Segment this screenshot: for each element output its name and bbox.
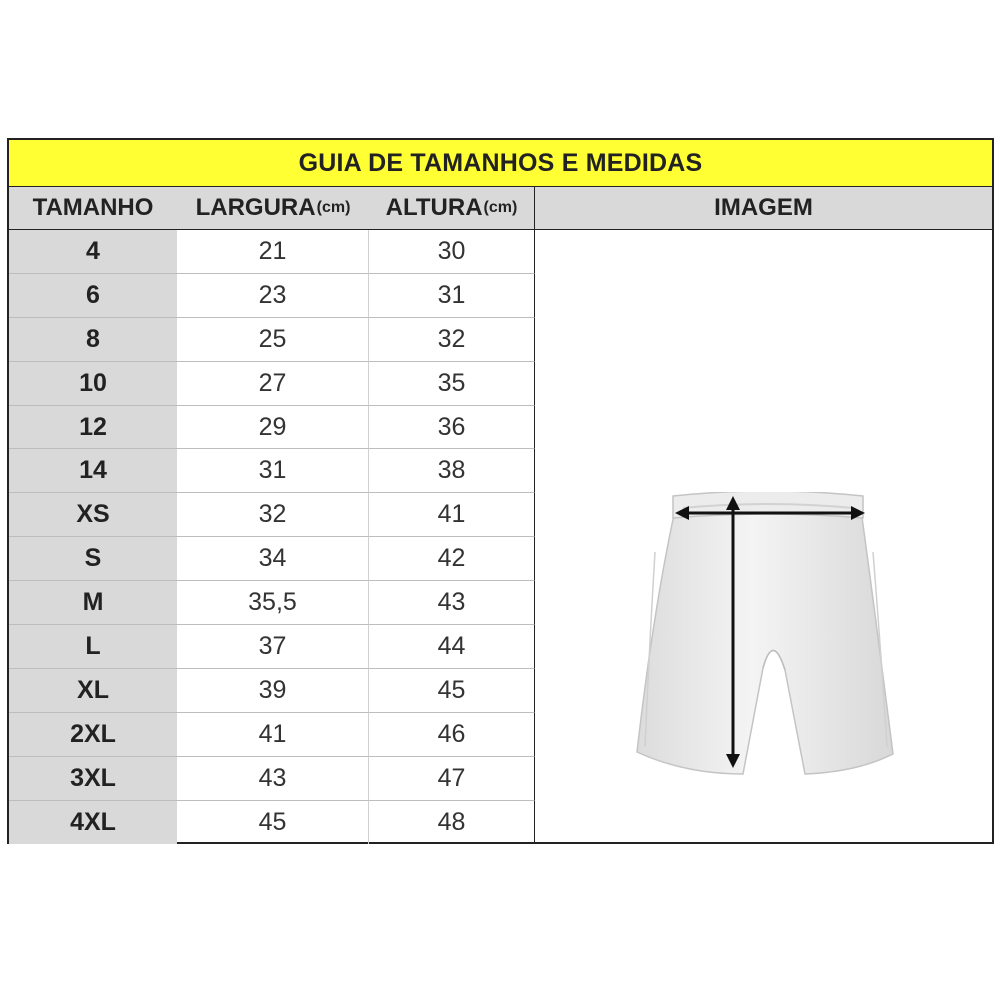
header-height-label: ALTURA [385,194,483,221]
height-cell: 43 [369,581,535,625]
table-row [9,537,535,581]
size-cell: 10 [9,362,177,406]
width-cell: 23 [177,274,369,318]
size-cell: 3XL [9,757,177,801]
header-image-label: IMAGEM [714,194,813,221]
header-image [535,187,992,230]
size-cell: 2XL [9,713,177,757]
table-row [9,581,535,625]
width-cell: 35,5 [177,581,369,625]
table-row [9,801,535,845]
table-row [9,362,535,406]
image-cell [535,230,992,842]
width-cell: 39 [177,669,369,713]
table-title: GUIA DE TAMANHOS E MEDIDAS [9,140,992,187]
height-cell: 38 [369,449,535,493]
table-row [9,406,535,450]
height-cell: 30 [369,230,535,274]
size-cell: 4 [9,230,177,274]
height-cell: 47 [369,757,535,801]
size-guide-table [7,138,994,844]
size-cell: 4XL [9,801,177,845]
header-width-unit: (cm) [316,199,351,216]
table-row [9,493,535,537]
height-cell: 45 [369,669,535,713]
size-cell: 6 [9,274,177,318]
header-size-label: TAMANHO [32,194,154,221]
table-row [9,274,535,318]
size-cell: 14 [9,449,177,493]
size-cell: XL [9,669,177,713]
width-cell: 37 [177,625,369,669]
width-cell: 25 [177,318,369,362]
width-cell: 27 [177,362,369,406]
height-cell: 32 [369,318,535,362]
table-row [9,625,535,669]
width-cell: 21 [177,230,369,274]
height-cell: 41 [369,493,535,537]
table-row [9,669,535,713]
height-cell: 35 [369,362,535,406]
header-width [177,187,369,230]
size-cell: XS [9,493,177,537]
table-row [9,757,535,801]
width-cell: 41 [177,713,369,757]
width-cell: 31 [177,449,369,493]
table-row [9,318,535,362]
header-size [9,187,177,230]
size-cell: M [9,581,177,625]
table-row [9,449,535,493]
width-cell: 43 [177,757,369,801]
size-cell: 12 [9,406,177,450]
height-cell: 48 [369,801,535,845]
header-height [369,187,535,230]
table-row [9,713,535,757]
height-cell: 31 [369,274,535,318]
height-cell: 44 [369,625,535,669]
width-cell: 32 [177,493,369,537]
header-height-unit: (cm) [483,199,518,216]
shorts-illustration [635,492,895,782]
height-cell: 46 [369,713,535,757]
height-cell: 42 [369,537,535,581]
size-cell: S [9,537,177,581]
table-body [9,230,535,844]
width-cell: 29 [177,406,369,450]
height-cell: 36 [369,406,535,450]
header-width-label: LARGURA [195,194,316,221]
size-cell: L [9,625,177,669]
width-cell: 45 [177,801,369,845]
width-cell: 34 [177,537,369,581]
table-row [9,230,535,274]
size-cell: 8 [9,318,177,362]
